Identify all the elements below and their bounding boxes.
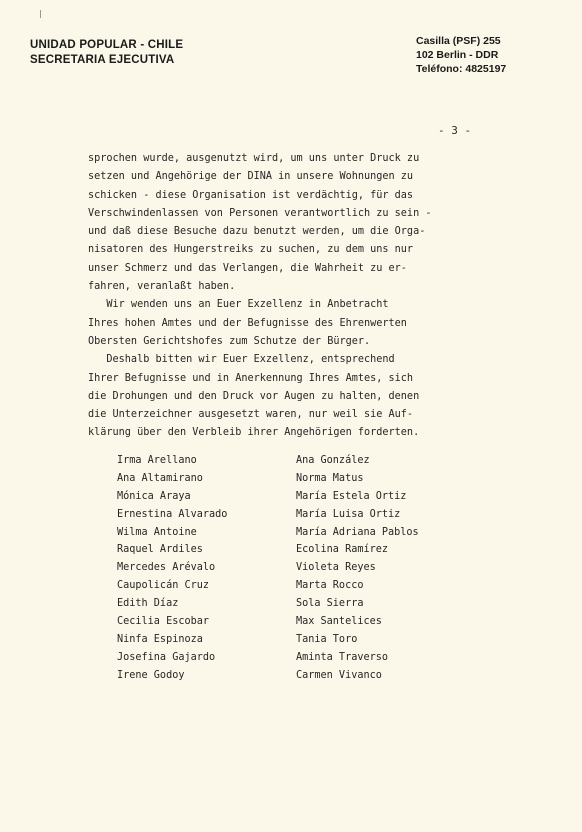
- signatories-right-column: [296, 452, 419, 685]
- body-line: sprochen wurde, ausgenutzt wird, um uns unter Druck zu: [88, 153, 420, 164]
- signatory-name: Josefina Gajardo: [117, 651, 216, 663]
- signatory-name: Norma Matus: [296, 472, 364, 484]
- signatory-name: Carmen Vivanco: [296, 669, 382, 681]
- body-line: setzen und Angehörige der DINA in unsere Wohnungen zu: [88, 171, 414, 183]
- body-line: Ihrer Befugnisse und in Anerkennung Ihres Amtes, sich: [88, 372, 414, 384]
- organization-department: SECRETARIA EJECUTIVA: [30, 54, 175, 66]
- signatory-name: Ecolina Ramírez: [296, 544, 389, 556]
- body-line: Obersten Gerichtshofes zum Schutze der Bürger.: [88, 335, 371, 347]
- signatory-name: Ana Altamirano: [117, 472, 203, 484]
- body-line: unser Schmerz und das Verlangen, die Wahrheit zu er-: [88, 262, 407, 274]
- signatory-name: Mónica Araya: [117, 490, 191, 502]
- signatory-name: Irene Godoy: [117, 669, 185, 681]
- signatory-name: María Estela Ortiz: [296, 490, 407, 502]
- letter-body: [88, 150, 528, 443]
- margin-mark: [40, 10, 41, 18]
- signatory-name: María Luisa Ortiz: [296, 508, 401, 520]
- body-line: schicken - diese Organisation ist verdächtig, für das: [88, 189, 414, 201]
- signatory-name: María Adriana Pablos: [296, 526, 419, 538]
- signatory-name: Ana González: [296, 455, 370, 466]
- signatory-name: Raquel Ardiles: [117, 544, 203, 556]
- signatory-name: Cecilia Escobar: [117, 616, 210, 628]
- body-line: Verschwindenlassen von Personen verantwortlich zu sein -: [88, 207, 432, 219]
- body-line: die Drohungen und den Druck vor Augen zu halten, denen: [88, 390, 420, 402]
- body-line: klärung über den Verbleib ihrer Angehörigen forderten.: [88, 427, 420, 439]
- body-line: Wir wenden uns an Euer Exzellenz in Anbetracht: [88, 299, 389, 311]
- signatory-name: Mercedes Arévalo: [117, 562, 216, 574]
- signatory-name: Aminta Traverso: [296, 651, 389, 663]
- signatory-name: Max Santelices: [296, 616, 382, 628]
- letterhead-address: [416, 34, 506, 76]
- signatory-name: Edith Díaz: [117, 598, 179, 610]
- body-line: Ihres hohen Amtes und der Befugnisse des Ehrenwerten: [88, 317, 407, 329]
- signatory-name: Wilma Antoine: [117, 526, 197, 538]
- address-city: 102 Berlin - DDR: [416, 49, 499, 61]
- signatory-name: Violeta Reyes: [296, 562, 376, 574]
- signatory-name: Caupolicán Cruz: [117, 580, 210, 592]
- signatory-name: Irma Arellano: [117, 455, 197, 466]
- signatory-name: Tania Toro: [296, 633, 358, 645]
- signatory-name: Sola Sierra: [296, 598, 364, 610]
- signatory-name: Marta Rocco: [296, 580, 364, 592]
- body-line: und daß diese Besuche dazu benutzt werden, um die Orga-: [88, 226, 426, 238]
- address-phone: Teléfono: 4825197: [416, 63, 507, 75]
- body-line: nisatoren des Hungerstreiks zu suchen, zu dem uns nur: [88, 244, 414, 256]
- body-line: Deshalb bitten wir Euer Exzellenz, entsprechend: [88, 354, 395, 366]
- organization-name: UNIDAD POPULAR - CHILE: [30, 39, 184, 51]
- letterhead-organization: [30, 38, 183, 68]
- address-pobox: Casilla (PSF) 255: [416, 35, 501, 47]
- body-line: fahren, veranlaßt haben.: [88, 281, 236, 293]
- signatory-name: Ninfa Espinoza: [117, 633, 203, 645]
- signatory-name: Ernestina Alvarado: [117, 508, 228, 520]
- signatories-left-column: [117, 452, 227, 685]
- body-line: die Unterzeichner ausgesetzt waren, nur weil sie Auf-: [88, 409, 414, 421]
- page-number: - 3 -: [438, 124, 472, 137]
